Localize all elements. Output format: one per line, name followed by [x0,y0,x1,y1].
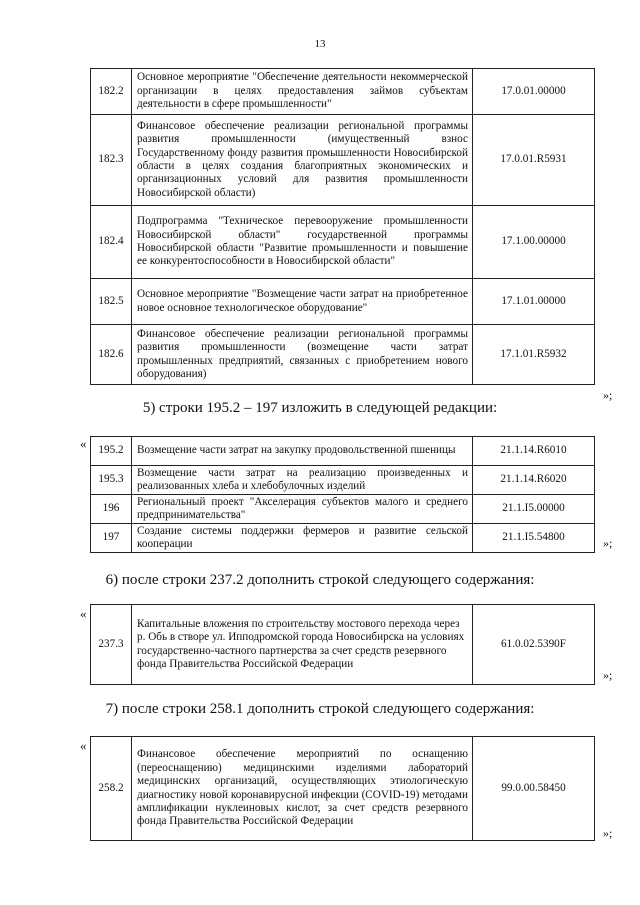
table-row [91,279,595,325]
table-row [91,524,595,553]
row-number: 258.2 [91,737,132,841]
row-description: Возмещение части затрат на закупку продовольственной пшеницы [132,437,473,466]
row-description: Основное мероприятие "Возмещение части затрат на приобретенное новое основное технологическое оборудование" [132,279,473,325]
table-row [91,206,595,279]
row-description: Финансовое обеспечение реализации региональной программы развития промышленности (имущественный взнос Государственному фонду развития промышленности Новосибирской области в целях создания благоприятных экономических и организационных условий для развития промышленности Новосибирской области) [132,115,473,206]
closing-quote-mark: »; [603,826,613,840]
row-number: 182.6 [91,325,132,385]
row-number: 237.3 [91,605,132,685]
section-6-heading: 6) после строки 237.2 дополнить строкой следующего содержания: [105,572,535,588]
section-7-heading: 7) после строки 258.1 дополнить строкой следующего содержания: [105,701,535,717]
table-row [91,737,595,841]
row-description: Капитальные вложения по строительству мостового перехода через р. Обь в створе ул. Ипподромской города Новосибирска на условиях государственно-частного партнерства за счет средств резервного фонда Правительства Российской Федерации [132,605,473,685]
table-row [91,466,595,495]
section-5-heading: 5) строки 195.2 – 197 изложить в следующей редакции: [142,400,498,416]
table-row [91,115,595,206]
row-description: Основное мероприятие "Обеспечение деятельности некоммерческой организации в целях предоставления займов субъектам деятельности в сфере промышленности" [132,69,473,115]
row-code: 21.1.14.R6010 [473,437,595,466]
row-code: 61.0.02.5390F [473,605,595,685]
row-number: 182.5 [91,279,132,325]
row-description: Подпрограмма "Техническое перевооружение промышленности Новосибирской области" государственной программы Новосибирской области "Развитие промышленности и повышение ее конкурентоспособности в Новосибирской области" [132,206,473,279]
row-number: 195.2 [91,437,132,466]
budget-table-section-6 [90,604,595,685]
row-description: Региональный проект "Акселерация субъектов малого и среднего предпринимательства" [132,495,473,524]
row-description: Финансовое обеспечение мероприятий по оснащению (переоснащению) медицинскими изделиями лабораторий медицинских организаций, осуществляющих этиологическую диагностику новой коронавирусной инфекции (COVID-19) методами амплификации нуклеиновых кислот, за счет средств резервного фонда Правительства Российской Федерации [132,737,473,841]
table-row [91,495,595,524]
row-code: 17.1.01.R5932 [473,325,595,385]
page-number: 13 [314,38,326,50]
row-code: 17.1.00.00000 [473,206,595,279]
closing-quote-mark: »; [603,668,613,682]
row-number: 182.3 [91,115,132,206]
row-code: 99.0.00.58450 [473,737,595,841]
budget-table-1 [90,68,595,385]
row-description: Создание системы поддержки фермеров и развитие сельской кооперации [132,524,473,553]
table-row [91,437,595,466]
row-number: 182.2 [91,69,132,115]
opening-quote-mark: « [80,738,87,753]
row-code: 21.1.I5.00000 [473,495,595,524]
row-code: 21.1.I5.54800 [473,524,595,553]
row-code: 17.0.01.R5931 [473,115,595,206]
opening-quote-mark: « [80,436,87,451]
row-code: 17.0.01.00000 [473,69,595,115]
budget-table-section-5 [90,436,595,553]
table-row [91,605,595,685]
closing-quote-mark: »; [603,388,613,402]
closing-quote-mark: »; [603,536,613,550]
table-row [91,69,595,115]
row-number: 196 [91,495,132,524]
opening-quote-mark: « [80,606,87,621]
row-code: 17.1.01.00000 [473,279,595,325]
row-number: 197 [91,524,132,553]
row-description: Возмещение части затрат на реализацию произведенных и реализованных хлеба и хлебобулочных изделий [132,466,473,495]
row-number: 182.4 [91,206,132,279]
row-description: Финансовое обеспечение реализации региональной программы развития промышленности (возмещение части затрат промышленных предприятий, связанных с приобретением нового оборудования) [132,325,473,385]
row-number: 195.3 [91,466,132,495]
budget-table-section-7 [90,736,595,841]
row-code: 21.1.14.R6020 [473,466,595,495]
table-row [91,325,595,385]
